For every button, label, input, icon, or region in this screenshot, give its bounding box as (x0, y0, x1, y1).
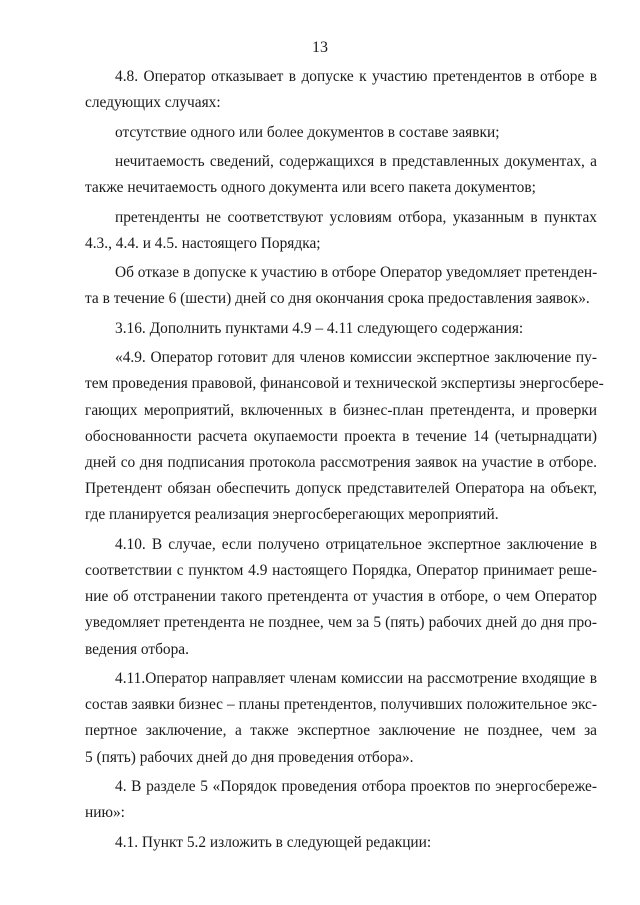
paragraph-line: уведомляет претендента не позднее, чем за 5 (пять) рабочих дней до дня про- (85, 614, 597, 632)
paragraph-line: «4.9. Оператор готовит для членов комиссии экспертное заключение пу- (115, 349, 597, 367)
paragraph (85, 316, 597, 342)
paragraph (85, 205, 597, 257)
paragraph-line: претенденты не соответствуют условиям отбора, указанным в пунктах (115, 208, 597, 226)
paragraph-line: соответствии с пунктом 4.9 настоящего Порядка, Оператор принимает реше- (85, 561, 597, 579)
paragraph (85, 532, 597, 663)
paragraph-line: где планируется реализация энергосберегающих мероприятий. (85, 506, 499, 524)
paragraph (85, 120, 597, 146)
paragraph-line: 4.10. В случае, если получено отрицательное экспертное заключение в (115, 535, 597, 553)
page-number: 13 (312, 39, 328, 56)
paragraph-line: следующих случаях: (85, 94, 221, 112)
paragraph-line: тем проведения правовой, финансовой и технической экспертизы энергосбере- (85, 375, 604, 393)
paragraph-line: ние об отстранении такого претендента от участия в отборе, о чем Оператор (85, 588, 597, 606)
paragraph (85, 345, 604, 528)
paragraph (85, 260, 597, 312)
paragraph-line: ведения отбора. (85, 640, 189, 658)
paragraph (85, 830, 597, 856)
paragraph-line: пертное заключение, а также экспертное заключение не позднее, чем за (85, 722, 597, 740)
paragraph-line: гающих мероприятий, включенных в бизнес-план претендента, и проверки (85, 401, 597, 419)
paragraph (85, 666, 597, 771)
paragraph-line: та в течение 6 (шести) дней со дня окончания срока предоставления заявок». (85, 290, 590, 308)
document-body (85, 64, 604, 859)
paragraph-line: 4.8. Оператор отказывает в допуске к участию претендентов в отборе в (115, 68, 597, 85)
paragraph (85, 774, 597, 826)
paragraph-line: Об отказе в допуске к участию в отборе Оператор уведомляет претенден- (115, 264, 598, 282)
paragraph-line: Претендент обязан обеспечить допуск представителей Оператора на объект, (85, 480, 597, 498)
paragraph-line: нию»: (85, 804, 125, 822)
paragraph-line: 4. В разделе 5 «Порядок проведения отбора проектов по энергосбереже- (115, 777, 597, 795)
paragraph-line: нечитаемость сведений, содержащихся в представленных документах, а (115, 152, 597, 170)
paragraph-line: также нечитаемость одного документа или всего пакета документов; (85, 179, 536, 197)
paragraph (85, 64, 597, 116)
paragraph-line: 4.3., 4.4. и 4.5. настоящего Порядка; (85, 234, 321, 252)
paragraph-line: отсутствие одного или более документов в составе заявки; (115, 123, 500, 141)
paragraph-line: состав заявки бизнес – планы претендентов, получивших положительное экс- (85, 696, 597, 714)
paragraph-line: 3.16. Дополнить пунктами 4.9 – 4.11 следующего содержания: (115, 319, 524, 337)
paragraph-line: 4.1. Пункт 5.2 изложить в следующей редакции: (115, 833, 432, 851)
paragraph-line: 5 (пять) рабочих дней до дня проведения отбора». (85, 748, 414, 766)
paragraph-line: дней со дня подписания протокола рассмотрения заявок на участие в отборе. (85, 453, 597, 471)
paragraph-line: обоснованности расчета окупаемости проекта в течение 14 (четырнадцати) (85, 427, 597, 445)
paragraph (85, 149, 597, 201)
paragraph-line: 4.11.Оператор направляет членам комиссии на рассмотрение входящие в (115, 669, 597, 687)
